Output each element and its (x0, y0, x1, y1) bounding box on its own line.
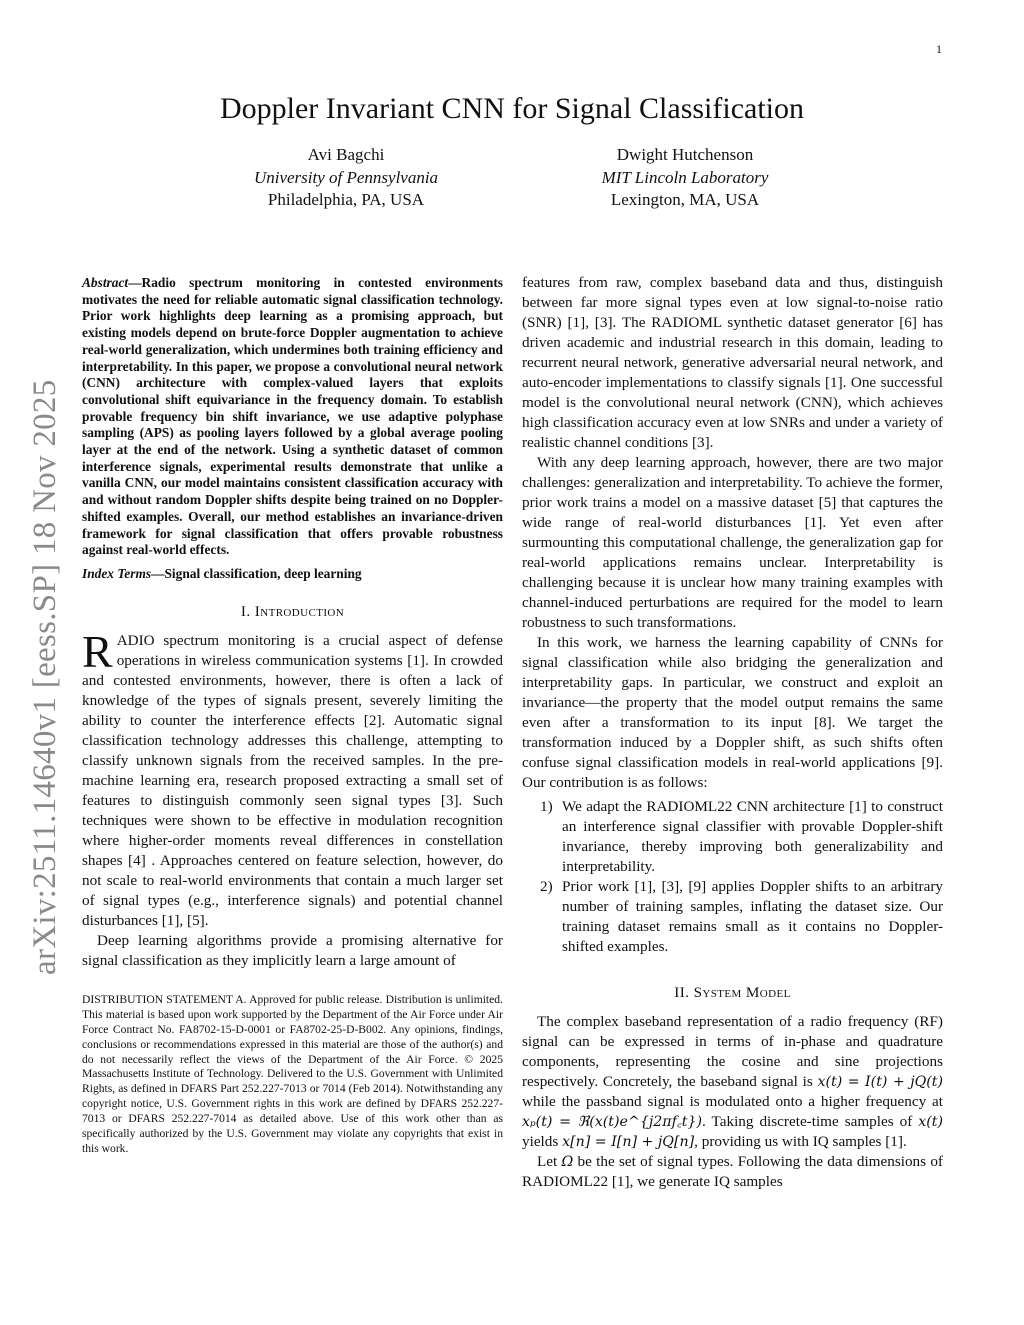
author-affiliation: University of Pennsylvania (253, 167, 439, 187)
author-block-1 (196, 144, 496, 212)
intro-paragraph-3: With any deep learning approach, however, there are two major challenges: generalization and interpretability. To achieve the former, prior work trains a model on a massive dataset [5] that captures the wide range of real-world disturbances [1]. Yet even after surmounting this computational challenge, the generalization gap for real-world applications remains unclear. Interpretability is challenging because it is unclear how many training examples with channel-induced perturbations are required for the model to learn robustness to such transformations. (522, 454, 943, 631)
index-terms-text: —Signal classification, deep learning (151, 565, 362, 581)
contribution-list (522, 797, 943, 957)
text-span: . Taking discrete-time samples of (702, 1113, 919, 1130)
index-terms (82, 565, 503, 582)
text-span: yields (522, 1133, 563, 1150)
system-model-paragraph-1 (522, 1012, 943, 1152)
text-span: while the passband signal is modulated onto a higher frequency at (522, 1093, 943, 1110)
dropcap: R (82, 625, 113, 677)
paper-title: Doppler Invariant CNN for Signal Classification (219, 92, 805, 125)
intro-paragraph-2-cont: features from raw, complex baseband data and thus, distinguish between far more signal types even at low signal-to-noise ratio (SNR) [1], [3]. The RADIOML synthetic dataset generator [6] has driven academic and industrial research in this domain, leading to recurrent neural network, generative adversarial neural network, and auto-encoder implementations to classify signals [1]. One successful model is the convolutional neural network (CNN), which achieves high classification accuracy even at low SNRs and under a variety of realistic channel conditions [3]. (522, 274, 943, 451)
list-item-text: Prior work [1], [3], [9] applies Doppler shifts to an arbitrary number of training samples, inflating the dataset size. Our training dataset remains small as it contains no Doppler-shifted examples. (562, 878, 943, 955)
author-location: Lexington, MA, USA (610, 190, 760, 209)
right-column (522, 273, 943, 1192)
author-affiliation: MIT Lincoln Laboratory (601, 167, 769, 187)
section-heading-introduction: I. Introduction (240, 602, 345, 620)
list-marker: 2) (540, 878, 553, 895)
text-span: be the set of signal types. Following the data dimensions of RADIOML22 [1], we generate IQ samples (522, 1153, 943, 1190)
equation-baseband: x(t) = I(t) + jQ(t) (817, 1074, 944, 1090)
page-number: 1 (936, 42, 942, 56)
section-heading-system-model: II. System Model (674, 984, 791, 1001)
abstract-lead: Abstract (82, 275, 129, 290)
author-name: Dwight Hutchenson (616, 145, 754, 164)
intro-paragraph-2-start: Deep learning algorithms provide a promising alternative for signal classification as they implicitly learn a large amount of (82, 931, 503, 969)
list-item-text: We adapt the RADIOML22 CNN architecture [1] to construct an interference signal classifier with provable Doppler-shift invariance, thereby improving both generalizability and interpretability. (562, 798, 943, 875)
author-name: Avi Bagchi (307, 145, 385, 164)
abstract-text: —Radio spectrum monitoring in contested environments motivates the need for reliable automatic signal classification technology. Prior work highlights deep learning as a promising approach, but existing models depend on brute-force Doppler augmentation to achieve real-world generalization, which undermines both training efficiency and interpretability. In this paper, we propose a convolutional neural network (CNN) architecture with complex-valued layers that exploits convolutional shift equivariance in the frequency domain. To establish provable frequency bin shift invariance, we use adaptive polyphase sampling (APS) as pooling layers followed by a global average pooling layer at the end of the network. Using a synthetic dataset of common interference signals, experimental results demonstrate that unlike a vanilla CNN, our model maintains consistent classification accuracy with and without random Doppler shifts despite being trained on no Doppler-shifted examples. Overall, our method establishes an invariance-driven framework for signal classification that offers provable robustness against real-world effects. (82, 275, 503, 558)
abstract (82, 275, 503, 559)
text-span: The complex baseband representation of a radio frequency (RF) signal can be expressed in terms of in-phase and quadrature components, representing the cosine and sine projections respectively. Concretely, the baseband signal is (522, 1013, 943, 1090)
author-location: Philadelphia, PA, USA (267, 190, 425, 209)
system-model-paragraph-2 (522, 1152, 943, 1192)
intro-paragraph-4: In this work, we harness the learning capability of CNNs for signal classification while also bridging the generalization and interpretability gaps. In particular, we construct and exploit an invariance—the property that the model output remains the same even after a transformation to its input [8]. We target the transformation induced by a Doppler shift, as such shifts often confuse signal classification models in real-world applications [9]. Our contribution is as follows: (522, 634, 943, 791)
equation-omega: Ω (561, 1154, 574, 1170)
text-span: Let (537, 1153, 562, 1170)
index-terms-lead: Index Terms (82, 565, 152, 581)
list-item (522, 877, 943, 957)
left-column (82, 275, 503, 1157)
footnote: DISTRIBUTION STATEMENT A. Approved for public release. Distribution is unlimited. This material is based upon work supported by the Department of the Air Force under Air Force Contract No. FA8702-15-D-0001 or FA8702-25-D-B002. Any opinions, findings, conclusions or recommendations expressed in this material are those of the author(s) and do not necessarily reflect the views of the Department of the Air Force. © 2025 Massachusetts Institute of Technology. Delivered to the U.S. Government with Unlimited Rights, as defined in DFARS Part 252.227-7013 or 7014 (Feb 2014). Notwithstanding any copyright notice, U.S. Government rights in this work are defined by DFARS 252.227-7013 or DFARS 252.227-7014 as detailed above. Use of this work other than as specifically authorized by the U.S. Government may violate any copyrights that exist in this work. (82, 992, 503, 1156)
list-item (522, 797, 943, 877)
intro-paragraph-1 (82, 625, 503, 931)
author-block-2 (535, 144, 835, 212)
arxiv-stamp: arXiv:2511.14640v1 [eess.SP] 18 Nov 2025 (27, 379, 63, 975)
intro-paragraph-1-text: ADIO spectrum monitoring is a crucial aspect of defense operations in wireless communication systems [1]. In crowded and contested environments, however, there is often a lack of knowledge of the types of signals present, severely limiting the ability to counter the interference effects [2]. Automatic signal classification technology addresses this challenge, attempting to classify unknown signals from the received samples. In the pre-machine learning era, research proposed extracting a small set of features to distinguish commonly seen signal types [3]. Such techniques were shown to be effective in modulation recognition where higher-order moments reveal differences in constellation shapes [4] . Approaches centered on feature selection, however, do not scale to real-world environments that contain a much larger set of signal types (e.g., interference signals) and potential channel disturbances [1], [5]. (82, 631, 503, 929)
list-marker: 1) (540, 798, 553, 815)
equation-discrete: x[n] = I[n] + jQ[n] (562, 1134, 695, 1150)
equation-xt: x(t) (918, 1114, 943, 1130)
equation-passband: xₚ(t) = ℜ(x(t)e^{j2πf꜀t}) (522, 1114, 703, 1130)
text-span: , providing us with IQ samples [1]. (694, 1133, 907, 1150)
